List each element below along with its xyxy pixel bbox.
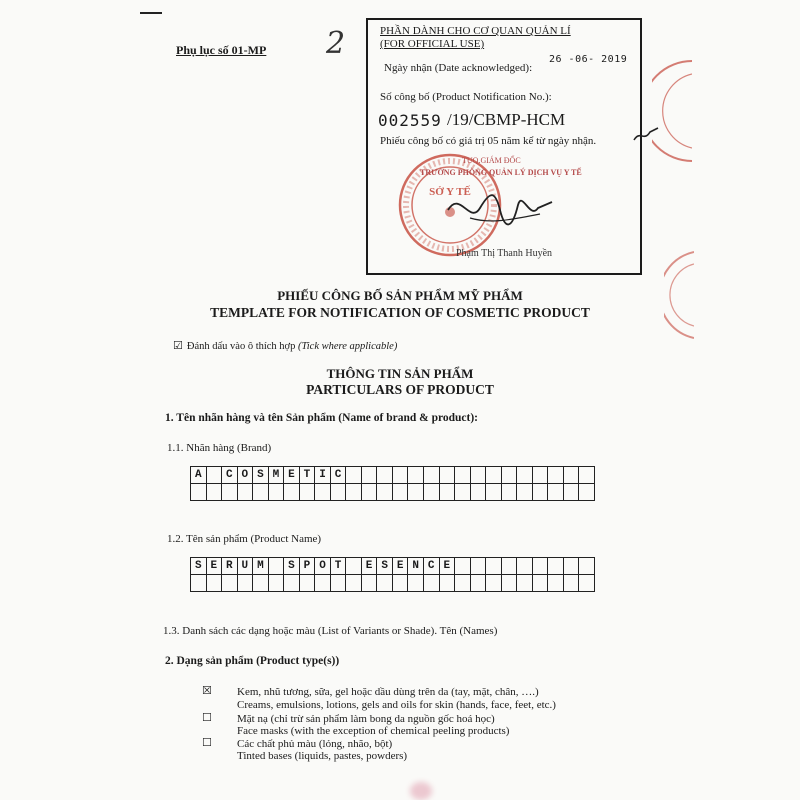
product-type-checkbox[interactable]: ☒ xyxy=(202,684,212,697)
product-grid-cell[interactable] xyxy=(579,575,595,592)
brand-grid-cell[interactable]: A xyxy=(191,467,207,484)
signature-icon xyxy=(440,180,560,240)
tick-instruction xyxy=(173,339,397,352)
product-grid-cell[interactable]: E xyxy=(362,558,378,575)
product-grid-cell[interactable]: O xyxy=(315,558,331,575)
product-grid-cell[interactable] xyxy=(315,575,331,592)
product-grid-cell[interactable] xyxy=(346,575,362,592)
product-grid-cell[interactable] xyxy=(502,558,518,575)
product-grid-cell[interactable]: U xyxy=(238,558,254,575)
brand-grid-cell[interactable] xyxy=(377,484,393,501)
product-type-label-en: Face masks (with the exception of chemical peeling products) xyxy=(237,725,510,737)
product-grid-cell[interactable] xyxy=(502,575,518,592)
brand-grid-cell[interactable] xyxy=(284,484,300,501)
brand-grid-cell[interactable]: C xyxy=(331,467,347,484)
product-grid-cell[interactable] xyxy=(207,575,223,592)
product-grid-cell[interactable] xyxy=(253,575,269,592)
product-grid-cell[interactable]: M xyxy=(253,558,269,575)
product-grid-cell[interactable] xyxy=(191,575,207,592)
section-title-vn: THÔNG TIN SẢN PHẨM xyxy=(326,366,474,381)
brand-grid-cell[interactable] xyxy=(564,484,580,501)
product-grid-cell[interactable]: S xyxy=(191,558,207,575)
brand-grid-cell[interactable] xyxy=(502,467,518,484)
product-grid-cell[interactable] xyxy=(222,575,238,592)
notification-number-suffix: /19/CBMP-HCM xyxy=(447,110,566,129)
brand-grid-cell[interactable] xyxy=(222,484,238,501)
brand-grid-cell[interactable] xyxy=(517,467,533,484)
brand-grid-cell[interactable] xyxy=(471,484,487,501)
brand-grid-cell[interactable] xyxy=(207,484,223,501)
product-grid-cell[interactable] xyxy=(548,575,564,592)
handwritten-page-number: 2 xyxy=(326,26,346,61)
notification-number-label: Số công bố (Product Notification No.): xyxy=(380,91,552,103)
product-grid-cell[interactable] xyxy=(440,575,456,592)
brand-grid-cell[interactable]: O xyxy=(238,467,254,484)
brand-grid-cell[interactable]: M xyxy=(269,467,285,484)
product-grid-cell[interactable] xyxy=(238,575,254,592)
signer-name: Phạm Thị Thanh Huyền xyxy=(456,248,553,259)
product-type-label-en: Tinted bases (liquids, pastes, powders) xyxy=(237,750,408,762)
form-title-en: TEMPLATE FOR NOTIFICATION OF COSMETIC PRODUCT xyxy=(210,305,590,320)
brand-grid-cell[interactable] xyxy=(455,484,471,501)
brand-grid-cell[interactable] xyxy=(424,467,440,484)
product-grid-cell[interactable] xyxy=(362,575,378,592)
stamp-text: SỞ Y TẾ xyxy=(429,186,471,198)
pen-mark-icon xyxy=(632,120,662,150)
product-grid-cell[interactable] xyxy=(284,575,300,592)
product-grid-cell[interactable] xyxy=(269,575,285,592)
brand-grid-cell[interactable]: T xyxy=(300,467,316,484)
product-grid-cell[interactable] xyxy=(533,558,549,575)
official-heading-vn: PHẦN DÀNH CHO CƠ QUAN QUẢN LÍ xyxy=(380,25,571,37)
brand-grid-cell[interactable] xyxy=(300,484,316,501)
product-grid-cell[interactable]: N xyxy=(408,558,424,575)
checked-box-icon: ☑ xyxy=(173,339,183,352)
product-grid-cell[interactable]: C xyxy=(424,558,440,575)
brand-grid-cell[interactable] xyxy=(253,484,269,501)
date-acknowledged-value: 26 -06- 2019 xyxy=(549,54,628,65)
brand-grid-cell[interactable]: C xyxy=(222,467,238,484)
brand-grid-cell[interactable] xyxy=(533,484,549,501)
brand-grid-cell[interactable] xyxy=(393,484,409,501)
annex-label: Phụ lục số 01-MP xyxy=(176,43,267,57)
brand-grid-cell[interactable] xyxy=(331,484,347,501)
item-1-2-label: 1.2. Tên sản phẩm (Product Name) xyxy=(167,533,322,545)
tick-instruction-vn: Đánh dấu vào ô thích hợp xyxy=(186,341,296,352)
brand-grid-cell[interactable] xyxy=(471,467,487,484)
brand-grid-cell[interactable] xyxy=(502,484,518,501)
product-grid-cell[interactable]: P xyxy=(300,558,316,575)
tick-instruction-en: (Tick where applicable) xyxy=(298,341,398,352)
brand-grid-cell[interactable]: I xyxy=(315,467,331,484)
product-grid-cell[interactable] xyxy=(424,575,440,592)
product-grid-cell[interactable] xyxy=(455,558,471,575)
product-grid-cell[interactable] xyxy=(486,558,502,575)
brand-grid-cell[interactable]: E xyxy=(284,467,300,484)
product-grid-cell[interactable] xyxy=(346,558,362,575)
brand-grid-cell[interactable] xyxy=(455,467,471,484)
product-type-checkbox[interactable]: ☐ xyxy=(202,711,212,724)
signer-department: TRƯỞNG PHÒNG QUẢN LÝ DỊCH VỤ Y TẾ xyxy=(420,168,582,177)
brand-grid-cell[interactable] xyxy=(564,467,580,484)
brand-grid-cell[interactable] xyxy=(238,484,254,501)
brand-grid-cell[interactable] xyxy=(548,467,564,484)
product-grid-cell[interactable]: E xyxy=(207,558,223,575)
product-grid-cell[interactable] xyxy=(377,575,393,592)
product-grid-cell[interactable]: S xyxy=(377,558,393,575)
product-grid-cell[interactable] xyxy=(533,575,549,592)
brand-grid-cell[interactable] xyxy=(486,467,502,484)
product-grid-cell[interactable] xyxy=(548,558,564,575)
product-grid-cell[interactable]: T xyxy=(331,558,347,575)
product-type-label-vn: Các chất phủ màu (lỏng, nhão, bột) xyxy=(237,738,393,750)
product-grid-cell[interactable] xyxy=(471,575,487,592)
brand-grid-cell[interactable] xyxy=(191,484,207,501)
brand-grid-cell[interactable] xyxy=(346,484,362,501)
product-name-grid[interactable] xyxy=(190,557,595,592)
brand-grid-cell[interactable] xyxy=(362,484,378,501)
product-grid-cell[interactable] xyxy=(331,575,347,592)
item-1-1-label: 1.1. Nhãn hàng (Brand) xyxy=(167,442,272,454)
brand-grid-cell[interactable] xyxy=(486,484,502,501)
brand-grid-cell[interactable] xyxy=(579,467,595,484)
product-grid-cell[interactable] xyxy=(393,575,409,592)
brand-grid-cell[interactable] xyxy=(533,467,549,484)
product-grid-cell[interactable] xyxy=(579,558,595,575)
product-grid-cell[interactable] xyxy=(269,558,285,575)
notification-number: 002559 xyxy=(378,111,442,130)
brand-grid-cell[interactable] xyxy=(548,484,564,501)
product-grid-cell[interactable] xyxy=(486,575,502,592)
product-type-label-en: Creams, emulsions, lotions, gels and oils for skin (hands, face, feet, etc.) xyxy=(237,699,556,711)
product-grid-cell[interactable]: S xyxy=(284,558,300,575)
brand-grid-cell[interactable] xyxy=(517,484,533,501)
form-title-vn: PHIẾU CÔNG BỐ SẢN PHẨM MỸ PHẨM xyxy=(277,288,523,303)
product-grid-cell[interactable] xyxy=(564,558,580,575)
product-grid-cell[interactable] xyxy=(517,575,533,592)
date-acknowledged-label: Ngày nhận (Date acknowledged): xyxy=(384,62,533,74)
brand-grid-cell[interactable] xyxy=(315,484,331,501)
brand-grid-cell[interactable] xyxy=(408,467,424,484)
product-grid-cell[interactable] xyxy=(517,558,533,575)
item-1-3-label: 1.3. Danh sách các dạng hoặc màu (List of Variants or Shade). Tên (Names) xyxy=(163,625,498,637)
section-title-en: PARTICULARS OF PRODUCT xyxy=(306,382,494,397)
brand-grid-cell[interactable] xyxy=(579,484,595,501)
product-grid-cell[interactable] xyxy=(455,575,471,592)
brand-grid-cell[interactable] xyxy=(408,484,424,501)
product-type-label-vn: Kem, nhũ tương, sữa, gel hoặc dầu dùng trên da (tay, mặt, chân, ….) xyxy=(237,686,539,698)
validity-note: Phiếu công bố có giá trị 05 năm kể từ ngày nhận. xyxy=(380,135,597,147)
product-grid-cell[interactable]: R xyxy=(222,558,238,575)
product-grid-cell[interactable] xyxy=(471,558,487,575)
brand-grid[interactable] xyxy=(190,466,595,501)
product-grid-cell[interactable]: E xyxy=(440,558,456,575)
product-grid-cell[interactable] xyxy=(408,575,424,592)
product-type-checkbox[interactable]: ☐ xyxy=(202,736,212,749)
item-1-label: 1. Tên nhãn hàng và tên Sản phẩm (Name of brand & product): xyxy=(165,412,479,424)
official-heading-en: (FOR OFFICIAL USE) xyxy=(380,38,485,50)
brand-grid-cell[interactable] xyxy=(440,467,456,484)
product-grid-cell[interactable] xyxy=(300,575,316,592)
brand-grid-cell[interactable] xyxy=(377,467,393,484)
brand-grid-cell[interactable]: S xyxy=(253,467,269,484)
brand-grid-cell[interactable] xyxy=(440,484,456,501)
brand-grid-cell[interactable] xyxy=(362,467,378,484)
product-grid-cell[interactable] xyxy=(564,575,580,592)
item-2-label: 2. Dạng sản phẩm (Product type(s)) xyxy=(165,655,340,667)
brand-grid-cell[interactable] xyxy=(393,467,409,484)
ink-smudge xyxy=(410,782,432,800)
brand-grid-cell[interactable] xyxy=(269,484,285,501)
brand-grid-cell[interactable] xyxy=(424,484,440,501)
corner-mark xyxy=(140,12,162,14)
signer-title: TUQ.GIÁM ĐỐC xyxy=(462,156,521,165)
brand-grid-cell[interactable] xyxy=(207,467,223,484)
product-type-label-vn: Mặt nạ (chỉ trừ sản phẩm làm bong da nguồn gốc hoá học) xyxy=(237,713,495,725)
product-grid-cell[interactable]: E xyxy=(393,558,409,575)
brand-grid-cell[interactable] xyxy=(346,467,362,484)
